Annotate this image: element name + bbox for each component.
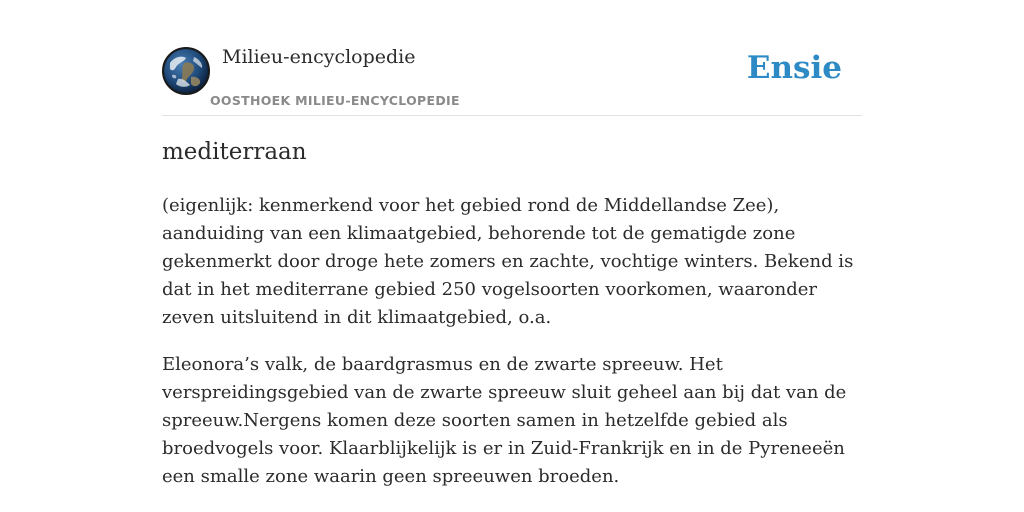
earth-globe-icon[interactable] [162,47,210,95]
site-subtitle: OOSTHOEK MILIEU-ENCYCLOPEDIE [210,93,460,108]
article-paragraph-2: Eleonora’s valk, de baardgrasmus en de zwarte spreeuw. Het verspreidingsgebied van de zwarte spreeuw sluit geheel aan bij dat van de spreeuw.Nergens komen deze soorten samen in hetzelfde gebied als broedvogels voor. Klaarblijkelijk is er in Zuid-Frankrijk en in de Pyreneeën een smalle zone waarin geen spreeuwen broeden. [162,354,847,487]
site-header [162,40,862,116]
ensie-brand-link[interactable]: Ensie [746,50,842,86]
page-title: mediterraan [162,139,307,165]
site-name[interactable]: Milieu-encyclopedie [222,46,416,68]
article-paragraph-1: (eigenlijk: kenmerkend voor het gebied rond de Middellandse Zee), aanduiding van een klimaatgebied, behorende tot de gematigde zone gekenmerkt door droge hete zomers en zachte, vochtige winters. Bekend is dat in het mediterrane gebied 250 vogelsoorten voorkomen, waaronder zeven uitsluitend in dit klimaatgebied, o.a. [162,195,854,328]
